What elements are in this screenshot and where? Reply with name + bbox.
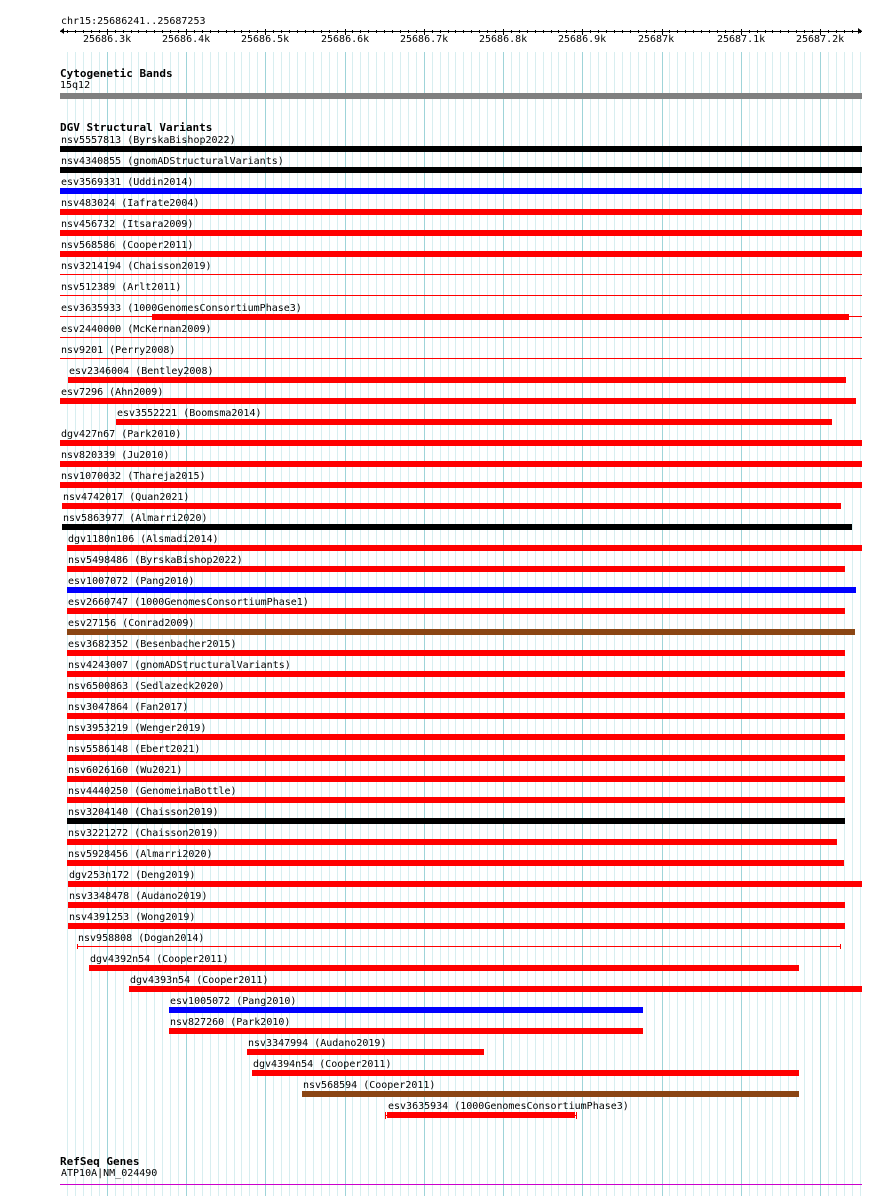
ruler-minor-tick xyxy=(138,30,139,33)
dgv-variant-label[interactable]: dgv1180n106 (Alsmadi2014) xyxy=(68,534,219,545)
dgv-variant-label[interactable]: esv2346004 (Bentley2008) xyxy=(69,366,214,377)
ruler-minor-tick xyxy=(210,30,211,33)
dgv-variant-label[interactable]: nsv3347994 (Audano2019) xyxy=(248,1038,387,1049)
ruler-minor-tick xyxy=(329,30,330,33)
dgv-variant-label[interactable]: esv3682352 (Besenbacher2015) xyxy=(68,639,237,650)
dgv-variant-label[interactable]: nsv3221272 (Chaisson2019) xyxy=(68,828,219,839)
dgv-variant-bar[interactable] xyxy=(247,1049,484,1055)
dgv-track-title: DGV Structural Variants xyxy=(60,121,213,134)
dgv-variant-label[interactable]: nsv958808 (Dogan2014) xyxy=(78,933,205,944)
dgv-variant-label[interactable]: nsv4243007 (gnomADStructuralVariants) xyxy=(68,660,291,671)
dgv-variant-label[interactable]: nsv4742017 (Quan2021) xyxy=(63,492,190,503)
ruler-minor-tick xyxy=(471,30,472,33)
dgv-variant-bar[interactable] xyxy=(67,545,862,551)
dgv-variant-label[interactable]: esv3635933 (1000GenomesConsortiumPhase3) xyxy=(61,303,302,314)
dgv-variant-bar[interactable] xyxy=(60,482,862,488)
ruler-minor-tick xyxy=(273,30,274,33)
ruler-minor-tick xyxy=(487,30,488,33)
ruler-minor-tick xyxy=(257,30,258,33)
dgv-variant-cap-right xyxy=(840,944,841,949)
ruler-minor-tick xyxy=(852,30,853,33)
ruler-minor-tick xyxy=(677,30,678,33)
ruler-minor-tick xyxy=(614,30,615,33)
ruler-minor-tick xyxy=(83,30,84,33)
dgv-variant-bar[interactable] xyxy=(60,398,856,404)
ruler-tick-label: 25686.6k xyxy=(321,34,370,45)
ruler-minor-tick xyxy=(772,30,773,33)
ruler-minor-tick xyxy=(154,30,155,33)
ruler-minor-tick xyxy=(765,30,766,33)
dgv-variant-label[interactable]: nsv4340855 (gnomADStructuralVariants) xyxy=(61,156,284,167)
ruler-minor-tick xyxy=(701,30,702,33)
ruler-arrow-left xyxy=(60,28,64,34)
ruler-minor-tick xyxy=(360,30,361,33)
dgv-variant-bar[interactable] xyxy=(67,734,845,740)
dgv-variant-label[interactable]: nsv3047864 (Fan2017) xyxy=(68,702,189,713)
ruler-minor-tick xyxy=(511,30,512,33)
ruler-tick-label: 25686.7k xyxy=(400,34,449,45)
cytoband-bar[interactable] xyxy=(60,93,862,99)
dgv-variant-label[interactable]: nsv5863977 (Almarri2020) xyxy=(63,513,208,524)
refseq-track-title: RefSeq Genes xyxy=(60,1155,140,1168)
dgv-variant-line[interactable] xyxy=(60,358,862,359)
dgv-variant-line[interactable] xyxy=(77,946,840,947)
ruler-minor-tick xyxy=(844,30,845,33)
ruler-minor-tick xyxy=(836,30,837,33)
dgv-variant-bar[interactable] xyxy=(60,440,862,446)
ruler-minor-tick xyxy=(574,30,575,33)
ruler-minor-tick xyxy=(115,30,116,33)
dgv-variant-label[interactable]: nsv1070032 (Thareja2015) xyxy=(61,471,206,482)
dgv-variant-bar[interactable] xyxy=(169,1028,643,1034)
ruler-minor-tick xyxy=(131,30,132,33)
ruler-minor-tick xyxy=(384,30,385,33)
dgv-variant-label[interactable]: nsv483024 (Iafrate2004) xyxy=(61,198,200,209)
ruler-tick-label: 25687.1k xyxy=(717,34,766,45)
dgv-variant-bar[interactable] xyxy=(60,209,862,215)
dgv-variant-label[interactable]: esv1005072 (Pang2010) xyxy=(170,996,297,1007)
dgv-variant-bar[interactable] xyxy=(67,692,845,698)
dgv-variant-label[interactable]: esv7296 (Ahn2009) xyxy=(61,387,164,398)
dgv-variant-label[interactable]: nsv9201 (Perry2008) xyxy=(61,345,176,356)
ruler-minor-tick xyxy=(733,30,734,33)
ruler-minor-tick xyxy=(392,30,393,33)
dgv-variant-label[interactable]: nsv5928456 (Almarri2020) xyxy=(68,849,213,860)
ruler-minor-tick xyxy=(558,30,559,33)
ruler-minor-tick xyxy=(804,30,805,33)
ruler-minor-tick xyxy=(606,30,607,33)
ruler-minor-tick xyxy=(543,30,544,33)
ruler-minor-tick xyxy=(146,30,147,33)
dgv-variant-bar[interactable] xyxy=(60,461,862,467)
dgv-variant-label[interactable]: esv3552221 (Boomsma2014) xyxy=(117,408,262,419)
ruler-minor-tick xyxy=(788,30,789,33)
dgv-variant-bar[interactable] xyxy=(67,755,845,761)
ruler-minor-tick xyxy=(218,30,219,33)
dgv-variant-label[interactable]: nsv5498486 (ByrskaBishop2022) xyxy=(68,555,243,566)
dgv-variant-label[interactable]: esv3569331 (Uddin2014) xyxy=(61,177,194,188)
refseq-gene-label[interactable]: ATP10A|NM_024490 xyxy=(61,1168,158,1179)
dgv-variant-bar[interactable] xyxy=(68,881,862,887)
dgv-variant-label[interactable]: nsv3214194 (Chaisson2019) xyxy=(61,261,212,272)
dgv-variant-label[interactable]: nsv5557813 (ByrskaBishop2022) xyxy=(61,135,236,146)
dgv-variant-label[interactable]: esv27156 (Conrad2009) xyxy=(68,618,195,629)
ruler-minor-tick xyxy=(321,30,322,33)
dgv-variant-label[interactable]: esv2660747 (1000GenomesConsortiumPhase1) xyxy=(68,597,309,608)
cytoband-track-title: Cytogenetic Bands xyxy=(60,67,173,80)
ruler-tick-label: 25686.3k xyxy=(83,34,132,45)
ruler-minor-tick xyxy=(448,30,449,33)
dgv-variant-label[interactable]: esv2440000 (McKernan2009) xyxy=(61,324,212,335)
dgv-variant-bar[interactable] xyxy=(116,419,832,425)
dgv-variant-bar[interactable] xyxy=(67,818,845,824)
dgv-variant-bar[interactable] xyxy=(89,965,799,971)
ruler-minor-tick xyxy=(757,30,758,33)
ruler-minor-tick xyxy=(376,30,377,33)
dgv-variant-bar[interactable] xyxy=(169,1007,643,1013)
dgv-variant-label[interactable]: nsv3348478 (Audano2019) xyxy=(69,891,208,902)
ruler-minor-tick xyxy=(638,30,639,33)
ruler-minor-tick xyxy=(432,30,433,33)
dgv-variant-label[interactable]: dgv427n67 (Park2010) xyxy=(61,429,182,440)
ruler-minor-tick xyxy=(337,30,338,33)
dgv-variant-bar[interactable] xyxy=(67,587,856,593)
ruler-minor-tick xyxy=(551,30,552,33)
dgv-variant-bar[interactable] xyxy=(60,167,862,173)
ruler-minor-tick xyxy=(123,30,124,33)
dgv-variant-label[interactable]: nsv568586 (Cooper2011) xyxy=(61,240,194,251)
dgv-variant-bar[interactable] xyxy=(67,671,845,677)
dgv-variant-bar[interactable] xyxy=(129,986,862,992)
dgv-variant-line[interactable] xyxy=(60,337,862,338)
ruler-minor-tick xyxy=(749,30,750,33)
dgv-variant-bar[interactable] xyxy=(67,650,845,656)
ruler-minor-tick xyxy=(234,30,235,33)
dgv-variant-bar[interactable] xyxy=(67,860,844,866)
ruler-minor-tick xyxy=(646,30,647,33)
dgv-variant-bar[interactable] xyxy=(67,629,855,635)
dgv-variant-label[interactable]: nsv4391253 (Wong2019) xyxy=(69,912,196,923)
ruler-minor-tick xyxy=(281,30,282,33)
ruler-minor-tick xyxy=(416,30,417,33)
ruler-minor-tick xyxy=(455,30,456,33)
ruler-minor-tick xyxy=(693,30,694,33)
ruler-minor-tick xyxy=(590,30,591,33)
ruler-minor-tick xyxy=(352,30,353,33)
ruler-minor-tick xyxy=(440,30,441,33)
dgv-variant-bar[interactable] xyxy=(60,188,862,194)
dgv-variant-bar[interactable] xyxy=(67,839,837,845)
dgv-variant-line[interactable] xyxy=(60,295,862,296)
dgv-variant-bar[interactable] xyxy=(68,377,846,383)
ruler-minor-tick xyxy=(796,30,797,33)
dgv-variant-label[interactable]: esv3635934 (1000GenomesConsortiumPhase3) xyxy=(388,1101,629,1112)
ruler-minor-tick xyxy=(535,30,536,33)
ruler-minor-tick xyxy=(368,30,369,33)
ruler-minor-tick xyxy=(495,30,496,33)
ruler-minor-tick xyxy=(669,30,670,33)
ruler-minor-tick xyxy=(249,30,250,33)
dgv-variant-label[interactable]: nsv456732 (Itsara2009) xyxy=(61,219,194,230)
ruler-minor-tick xyxy=(519,30,520,33)
ruler-tick-label: 25686.8k xyxy=(479,34,528,45)
dgv-variant-bar[interactable] xyxy=(68,923,845,929)
ruler-minor-tick xyxy=(178,30,179,33)
ruler-minor-tick xyxy=(709,30,710,33)
ruler-minor-tick xyxy=(479,30,480,33)
dgv-variant-bar[interactable] xyxy=(62,503,841,509)
ruler-minor-tick xyxy=(194,30,195,33)
ruler-minor-tick xyxy=(780,30,781,33)
ruler-minor-tick xyxy=(75,30,76,33)
dgv-variant-line xyxy=(385,1115,577,1116)
dgv-variant-label[interactable]: nsv6026160 (Wu2021) xyxy=(68,765,183,776)
ruler-minor-tick xyxy=(170,30,171,33)
ruler-tick-label: 25686.9k xyxy=(558,34,607,45)
dgv-variant-label[interactable]: dgv4393n54 (Cooper2011) xyxy=(130,975,269,986)
dgv-variant-label[interactable]: nsv512389 (Arlt2011) xyxy=(61,282,182,293)
ruler-tick-label: 25686.5k xyxy=(241,34,290,45)
dgv-variant-label[interactable]: nsv820339 (Ju2010) xyxy=(61,450,170,461)
ruler-minor-tick xyxy=(622,30,623,33)
dgv-variant-bar[interactable] xyxy=(60,230,862,236)
ruler-tick-label: 25687k xyxy=(638,34,675,45)
ruler-minor-tick xyxy=(527,30,528,33)
dgv-variant-bar[interactable] xyxy=(302,1091,799,1097)
ruler-minor-tick xyxy=(67,30,68,33)
ruler-minor-tick xyxy=(408,30,409,33)
dgv-variant-label[interactable]: nsv6500863 (Sedlazeck2020) xyxy=(68,681,225,692)
ruler-minor-tick xyxy=(598,30,599,33)
ruler-minor-tick xyxy=(400,30,401,33)
dgv-variant-bar[interactable] xyxy=(62,524,852,530)
ruler-minor-tick xyxy=(162,30,163,33)
dgv-variant-label[interactable]: nsv3204140 (Chaisson2019) xyxy=(68,807,219,818)
dgv-variant-label[interactable]: nsv5586148 (Ebert2021) xyxy=(68,744,201,755)
dgv-variant-label[interactable]: dgv4392n54 (Cooper2011) xyxy=(90,954,229,965)
ruler-minor-tick xyxy=(463,30,464,33)
ruler-minor-tick xyxy=(241,30,242,33)
ruler-minor-tick xyxy=(289,30,290,33)
ruler-minor-tick xyxy=(99,30,100,33)
cytoband-label: 15q12 xyxy=(60,80,91,91)
dgv-variant-bar[interactable] xyxy=(67,797,845,803)
ruler-minor-tick xyxy=(202,30,203,33)
dgv-variant-label[interactable]: dgv4394n54 (Cooper2011) xyxy=(253,1059,392,1070)
ruler-minor-tick xyxy=(566,30,567,33)
dgv-variant-bar[interactable] xyxy=(67,713,845,719)
ruler-minor-tick xyxy=(226,30,227,33)
dgv-variant-label[interactable]: dgv253n172 (Deng2019) xyxy=(69,870,196,881)
ruler-minor-tick xyxy=(305,30,306,33)
dgv-variant-bar[interactable] xyxy=(60,146,862,152)
ruler-minor-tick xyxy=(717,30,718,33)
ruler-minor-tick xyxy=(860,30,861,33)
ruler-tick-label: 25687.2k xyxy=(796,34,845,45)
dgv-variant-label[interactable]: nsv3953219 (Wenger2019) xyxy=(68,723,207,734)
ruler-minor-tick xyxy=(725,30,726,33)
dgv-variant-bar[interactable] xyxy=(67,566,845,572)
dgv-variant-bar[interactable] xyxy=(60,251,862,257)
ruler-minor-tick xyxy=(630,30,631,33)
dgv-variant-label[interactable]: nsv568594 (Cooper2011) xyxy=(303,1080,436,1091)
dgv-variant-line[interactable] xyxy=(60,274,862,275)
ruler-minor-tick xyxy=(313,30,314,33)
dgv-variant-label[interactable]: nsv827260 (Park2010) xyxy=(170,1017,291,1028)
ruler-minor-tick xyxy=(91,30,92,33)
ruler-minor-tick xyxy=(297,30,298,33)
dgv-variant-label[interactable]: esv1007072 (Pang2010) xyxy=(68,576,195,587)
ruler-minor-tick xyxy=(812,30,813,33)
dgv-variant-label[interactable]: nsv4440250 (GenomeinaBottle) xyxy=(68,786,237,797)
dgv-variant-bar[interactable] xyxy=(67,776,845,782)
ruler-minor-tick xyxy=(828,30,829,33)
dgv-variant-bar[interactable] xyxy=(252,1070,799,1076)
dgv-variant-bar[interactable] xyxy=(67,608,845,614)
ruler-minor-tick xyxy=(654,30,655,33)
ruler-minor-tick xyxy=(685,30,686,33)
ruler-tick-label: 25686.4k xyxy=(162,34,211,45)
dgv-variant-bar[interactable] xyxy=(152,314,849,320)
dgv-variant-bar[interactable] xyxy=(68,902,845,908)
refseq-gene-line[interactable] xyxy=(60,1184,862,1185)
dgv-variant-cap-left xyxy=(77,944,78,949)
region-label: chr15:25686241..25687253 xyxy=(61,16,206,27)
